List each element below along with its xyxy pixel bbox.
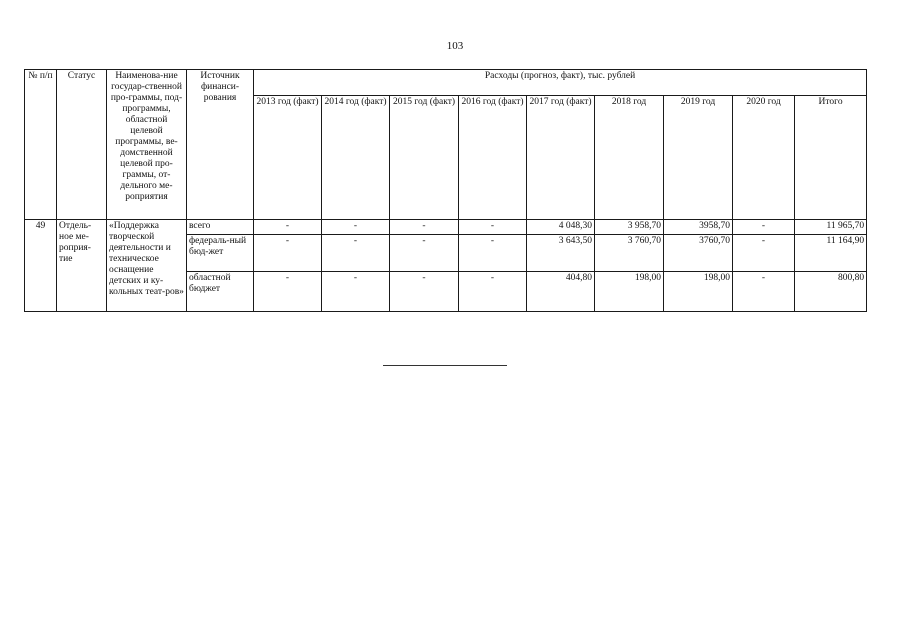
source-cell: областной бюджет [187,272,254,312]
end-divider [383,365,507,366]
source-cell: всего [187,220,254,235]
header-name: Наименова-ние государ-ственной про-граммы, под-программы, областной целевой программы, ве-домственной целевой про-граммы, от-дельного ме-роприятия [107,70,187,220]
header-year-2020: 2020 год [733,96,795,220]
entry-status: Отдель-ное ме-роприя-тие [57,220,107,312]
header-total: Итого [795,96,867,220]
value-cell: - [390,220,459,235]
header-year-2016: 2016 год (факт) [459,96,527,220]
value-cell: - [322,235,390,272]
value-cell: 198,00 [595,272,664,312]
value-cell: - [254,235,322,272]
value-cell: 198,00 [664,272,733,312]
value-cell: - [254,220,322,235]
value-cell: 11 164,90 [795,235,867,272]
value-cell: 4 048,30 [527,220,595,235]
value-cell: 800,80 [795,272,867,312]
value-cell: - [459,220,527,235]
value-cell: - [322,272,390,312]
header-expenses: Расходы (прогноз, факт), тыс. рублей [254,70,867,96]
header-source: Источник финанси-рования [187,70,254,220]
value-cell: - [733,220,795,235]
value-cell: 3 760,70 [595,235,664,272]
value-cell: 11 965,70 [795,220,867,235]
value-cell: - [459,235,527,272]
value-cell: 3760,70 [664,235,733,272]
header-no: № п/п [25,70,57,220]
value-cell: - [733,272,795,312]
entry-name: «Поддержка творческой деятельности и техническое оснащение детских и ку-кольных теат-ров» [107,220,187,312]
header-year-2019: 2019 год [664,96,733,220]
header-year-2017: 2017 год (факт) [527,96,595,220]
table-row [25,220,867,235]
source-cell: федераль-ный бюд-жет [187,235,254,272]
value-cell: - [254,272,322,312]
header-year-2013: 2013 год (факт) [254,96,322,220]
value-cell: 3 958,70 [595,220,664,235]
budget-table [24,69,867,312]
header-year-2015: 2015 год (факт) [390,96,459,220]
value-cell: 3958,70 [664,220,733,235]
page-number: 103 [446,40,464,52]
header-year-2018: 2018 год [595,96,664,220]
header-status: Статус [57,70,107,220]
value-cell: - [322,220,390,235]
header-year-2014: 2014 год (факт) [322,96,390,220]
value-cell: 404,80 [527,272,595,312]
value-cell: - [390,235,459,272]
value-cell: - [459,272,527,312]
value-cell: - [733,235,795,272]
value-cell: 3 643,50 [527,235,595,272]
value-cell: - [390,272,459,312]
entry-no: 49 [25,220,57,312]
